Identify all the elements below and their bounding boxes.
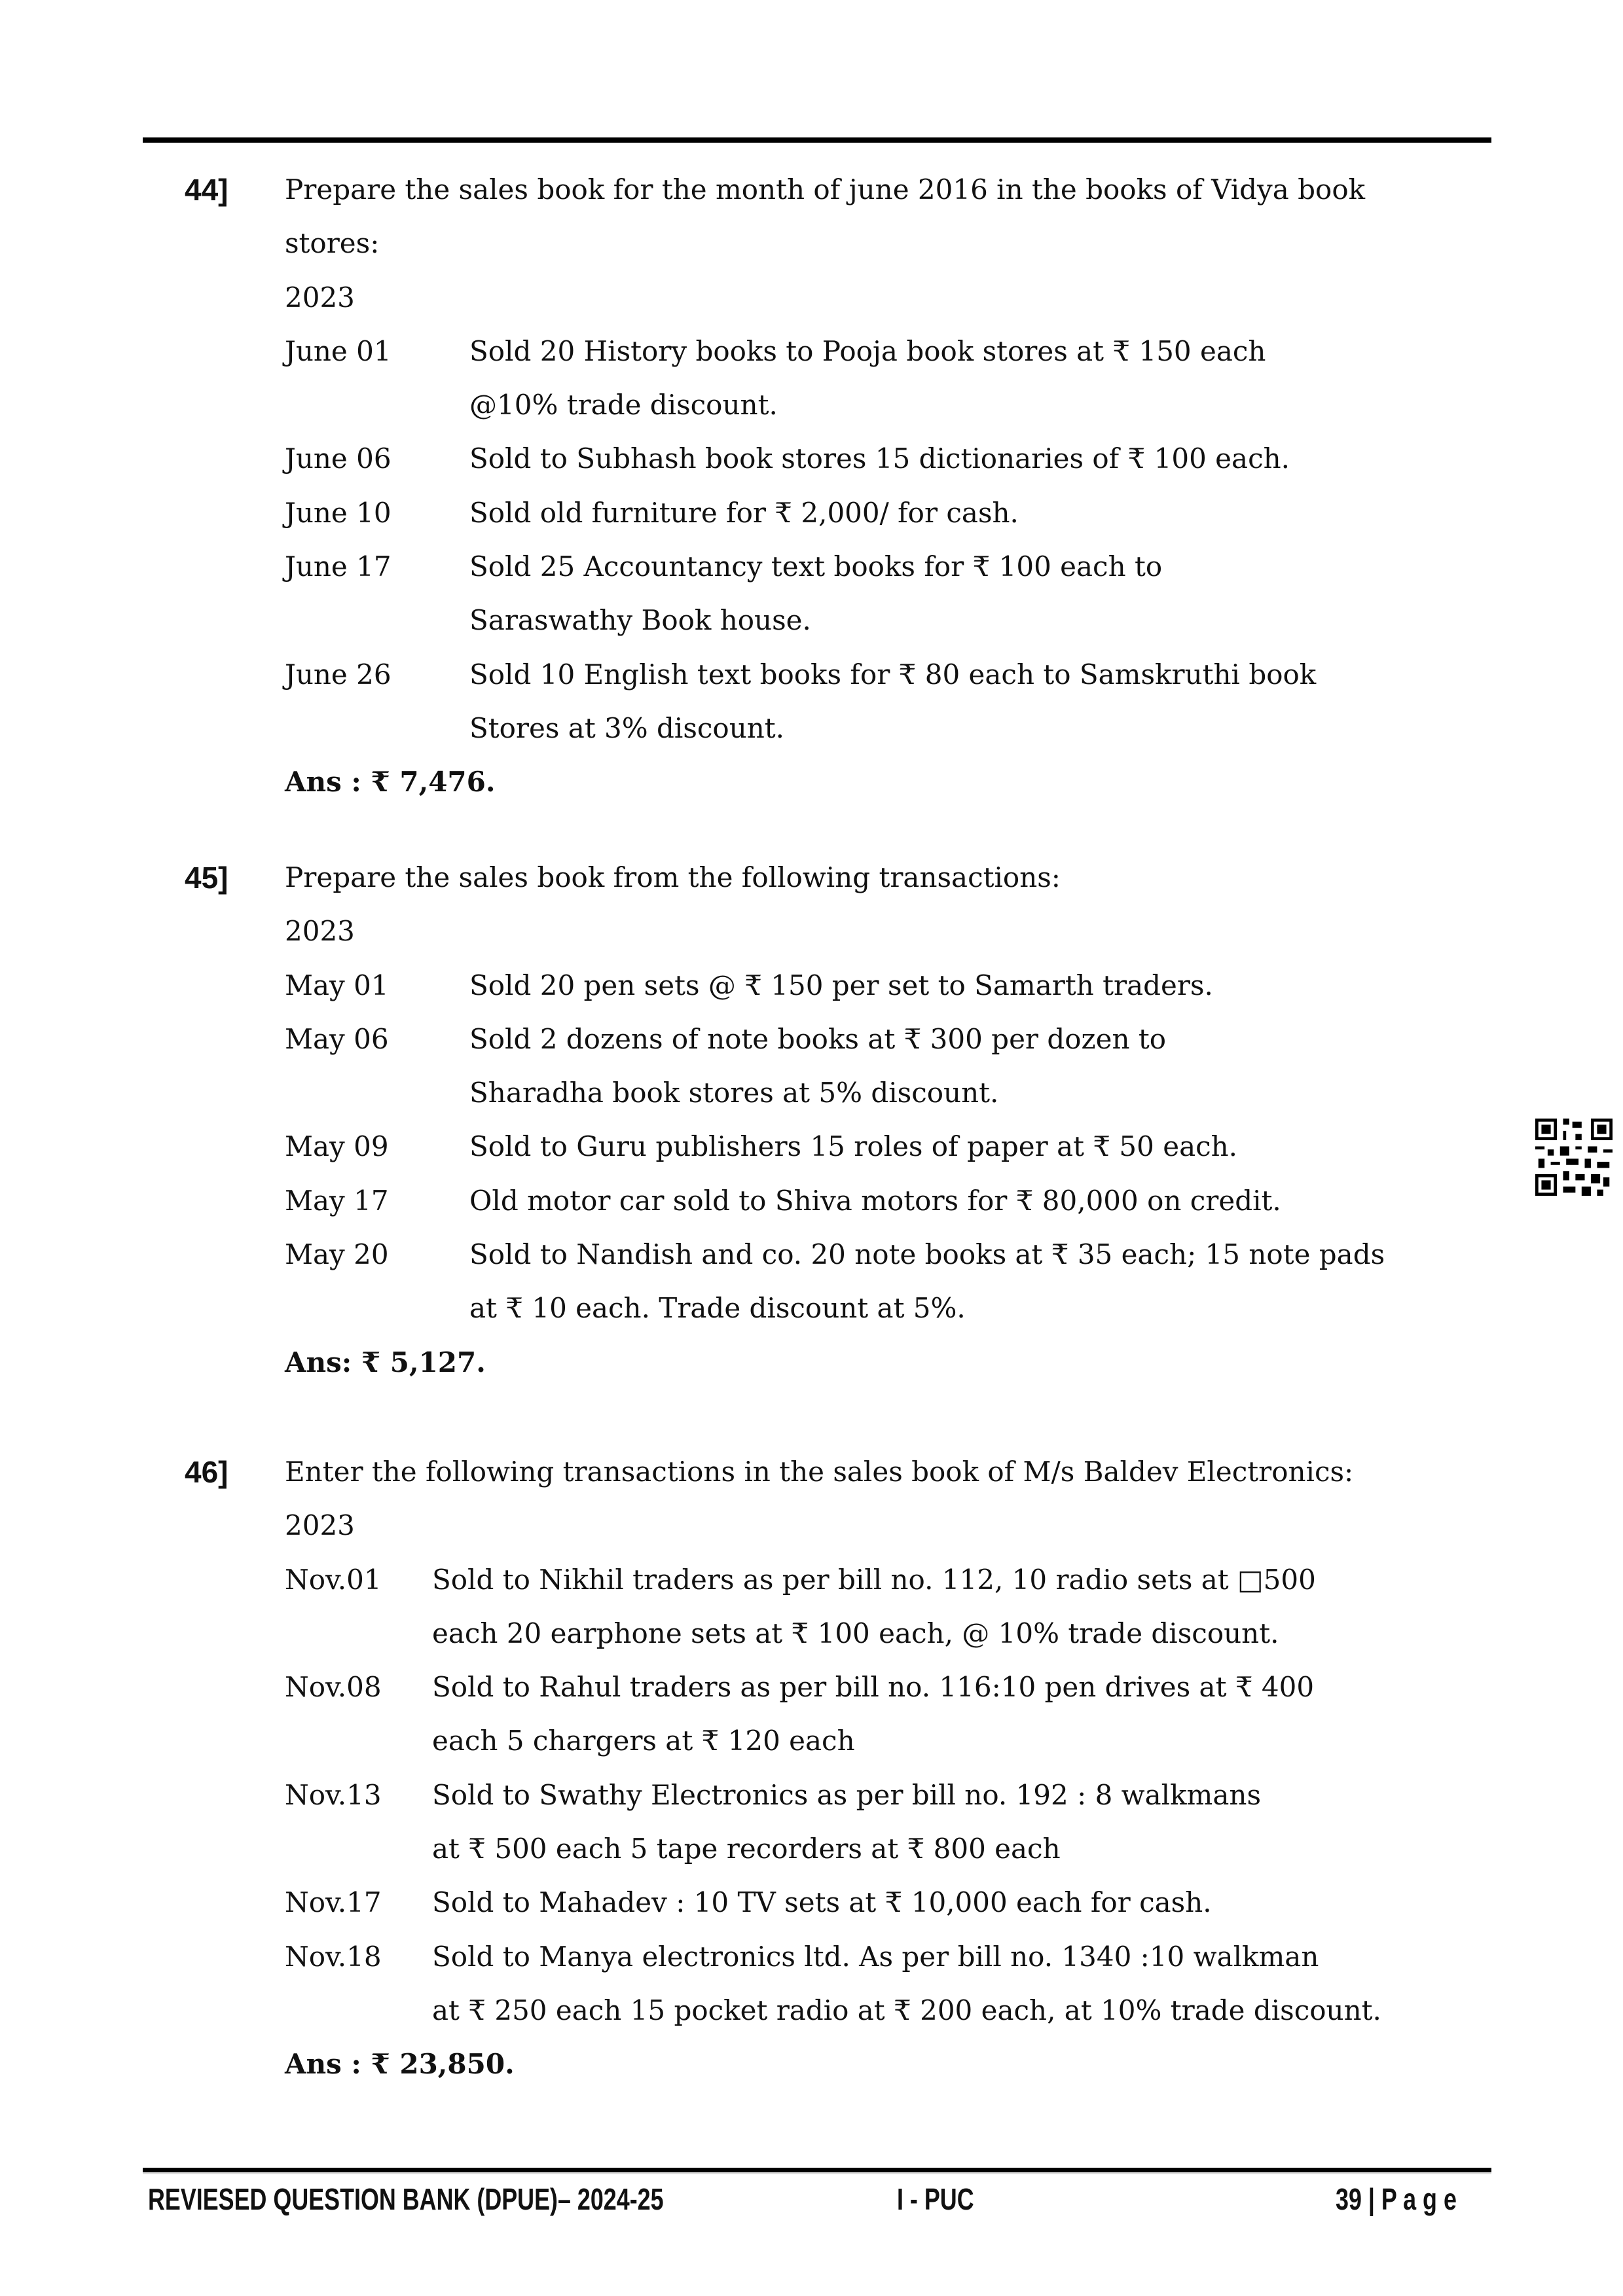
transaction-date: Nov.18 <box>285 1940 382 1973</box>
question-text: Prepare the sales book for the month of june 2016 in the books of Vidya book <box>285 173 1366 206</box>
question-text: 2023 <box>285 281 355 314</box>
transaction-description: Sold to Nikhil traders as per bill no. 112, 10 radio sets at □500 <box>432 1563 1316 1596</box>
transaction-description: Stores at 3% discount. <box>469 711 785 744</box>
question-text: 2023 <box>285 1509 355 1542</box>
transaction-line <box>0 432 1623 486</box>
transaction-line <box>0 648 1623 702</box>
footer-page-number: 39 | P a g e <box>1336 2182 1457 2216</box>
text-line <box>0 163 1623 217</box>
transaction-description: @10% trade discount. <box>469 389 778 422</box>
transaction-line <box>0 540 1623 594</box>
transaction-description: Sold 2 dozens of note books at ₹ 300 per dozen to <box>469 1022 1167 1055</box>
transaction-line <box>0 1553 1623 1607</box>
text-line <box>0 271 1623 325</box>
text-line <box>0 755 1623 809</box>
transaction-description: at ₹ 250 each 15 pocket radio at ₹ 200 each, at 10% trade discount. <box>432 1994 1381 2026</box>
transaction-date: May 17 <box>285 1184 389 1217</box>
transaction-description: Sold to Nandish and co. 20 note books at ₹ 35 each; 15 note pads <box>469 1238 1385 1271</box>
transaction-description: Sold to Swathy Electronics as per bill no. 192 : 8 walkmans <box>432 1778 1262 1811</box>
transaction-line <box>0 1768 1623 1822</box>
transaction-description: Sold old furniture for ₹ 2,000/ for cash. <box>469 496 1019 529</box>
transaction-line <box>0 1714 1623 1768</box>
transaction-description: each 20 earphone sets at ₹ 100 each, @ 10% trade discount. <box>432 1617 1279 1649</box>
footer-title: REVIESED QUESTION BANK (DPUE)– 2024-25 <box>148 2182 664 2216</box>
transaction-line <box>0 1066 1623 1120</box>
text-line <box>0 2037 1623 2091</box>
transaction-date: May 01 <box>285 969 389 1001</box>
answer: Ans: ₹ 5,127. <box>285 1346 486 1378</box>
transaction-date: May 20 <box>285 1238 389 1271</box>
transaction-description: Old motor car sold to Shiva motors for ₹ 80,000 on credit. <box>469 1184 1281 1217</box>
transaction-date: Nov.08 <box>285 1671 382 1704</box>
transaction-line <box>0 378 1623 432</box>
question-text: Prepare the sales book from the following transactions: <box>285 861 1061 893</box>
transaction-line <box>0 1930 1623 1984</box>
text-line <box>0 905 1623 958</box>
transaction-date: June 10 <box>285 496 392 529</box>
question-44 <box>0 163 1623 810</box>
transaction-date: May 06 <box>285 1022 389 1055</box>
transaction-line <box>0 702 1623 755</box>
transaction-line <box>0 1282 1623 1335</box>
transaction-date: Nov.13 <box>285 1778 382 1811</box>
transaction-description: Sold to Subhash book stores 15 dictionaries of ₹ 100 each. <box>469 442 1290 475</box>
transaction-description: Sold to Manya electronics ltd. As per bill no. 1340 :10 walkman <box>432 1940 1319 1973</box>
question-number: 46] <box>185 1455 228 1489</box>
text-line <box>0 1445 1623 1499</box>
question-number: 45] <box>185 861 228 895</box>
transaction-line <box>0 1228 1623 1282</box>
answer: Ans : ₹ 7,476. <box>285 766 496 798</box>
transaction-description: Sharadha book stores at 5% discount. <box>469 1077 999 1109</box>
transaction-line <box>0 1607 1623 1660</box>
qr-code-icon[interactable] <box>1535 1119 1613 1196</box>
transaction-description: Sold 10 English text books for ₹ 80 each to Samskruthi book <box>469 658 1317 691</box>
transaction-line <box>0 1876 1623 1929</box>
transaction-line <box>0 1822 1623 1876</box>
transaction-date: June 17 <box>285 550 392 583</box>
answer: Ans : ₹ 23,850. <box>285 2048 515 2081</box>
question-number: 44] <box>185 173 228 207</box>
transaction-line <box>0 1984 1623 2037</box>
question-45 <box>0 851 1623 1390</box>
text-line <box>0 851 1623 905</box>
text-line <box>0 1336 1623 1390</box>
transaction-description: Saraswathy Book house. <box>469 604 811 637</box>
transaction-description: each 5 chargers at ₹ 120 each <box>432 1725 855 1757</box>
transaction-description: at ₹ 10 each. Trade discount at 5%. <box>469 1292 966 1325</box>
question-text: stores: <box>285 227 380 260</box>
footer-class: I - PUC <box>897 2182 974 2216</box>
transaction-date: June 06 <box>285 442 392 475</box>
transaction-description: Sold 25 Accountancy text books for ₹ 100 each to <box>469 550 1163 583</box>
transaction-date: June 26 <box>285 658 392 691</box>
transaction-date: Nov.01 <box>285 1563 382 1596</box>
transaction-line <box>0 325 1623 378</box>
transaction-line <box>0 594 1623 647</box>
transaction-description: Sold to Mahadev : 10 TV sets at ₹ 10,000 each for cash. <box>432 1886 1212 1919</box>
transaction-line <box>0 959 1623 1013</box>
question-46 <box>0 1445 1623 2092</box>
transaction-date: June 01 <box>285 334 392 367</box>
header-rule <box>143 137 1491 143</box>
text-line <box>0 217 1623 270</box>
transaction-description: at ₹ 500 each 5 tape recorders at ₹ 800 each <box>432 1833 1061 1865</box>
transaction-description: Sold 20 pen sets @ ₹ 150 per set to Samarth traders. <box>469 969 1213 1001</box>
transaction-description: Sold to Guru publishers 15 roles of paper at ₹ 50 each. <box>469 1130 1238 1163</box>
transaction-line <box>0 1174 1623 1228</box>
text-line <box>0 1499 1623 1552</box>
transaction-date: May 09 <box>285 1130 389 1163</box>
transaction-description: Sold 20 History books to Pooja book stores at ₹ 150 each <box>469 334 1266 367</box>
transaction-line <box>0 1013 1623 1066</box>
transaction-line <box>0 1660 1623 1714</box>
question-text: 2023 <box>285 915 355 948</box>
footer-rule <box>143 2168 1491 2174</box>
transaction-line <box>0 1120 1623 1174</box>
transaction-date: Nov.17 <box>285 1886 382 1919</box>
question-text: Enter the following transactions in the sales book of M/s Baldev Electronics: <box>285 1456 1354 1488</box>
transaction-description: Sold to Rahul traders as per bill no. 116:10 pen drives at ₹ 400 <box>432 1671 1315 1704</box>
transaction-line <box>0 486 1623 540</box>
